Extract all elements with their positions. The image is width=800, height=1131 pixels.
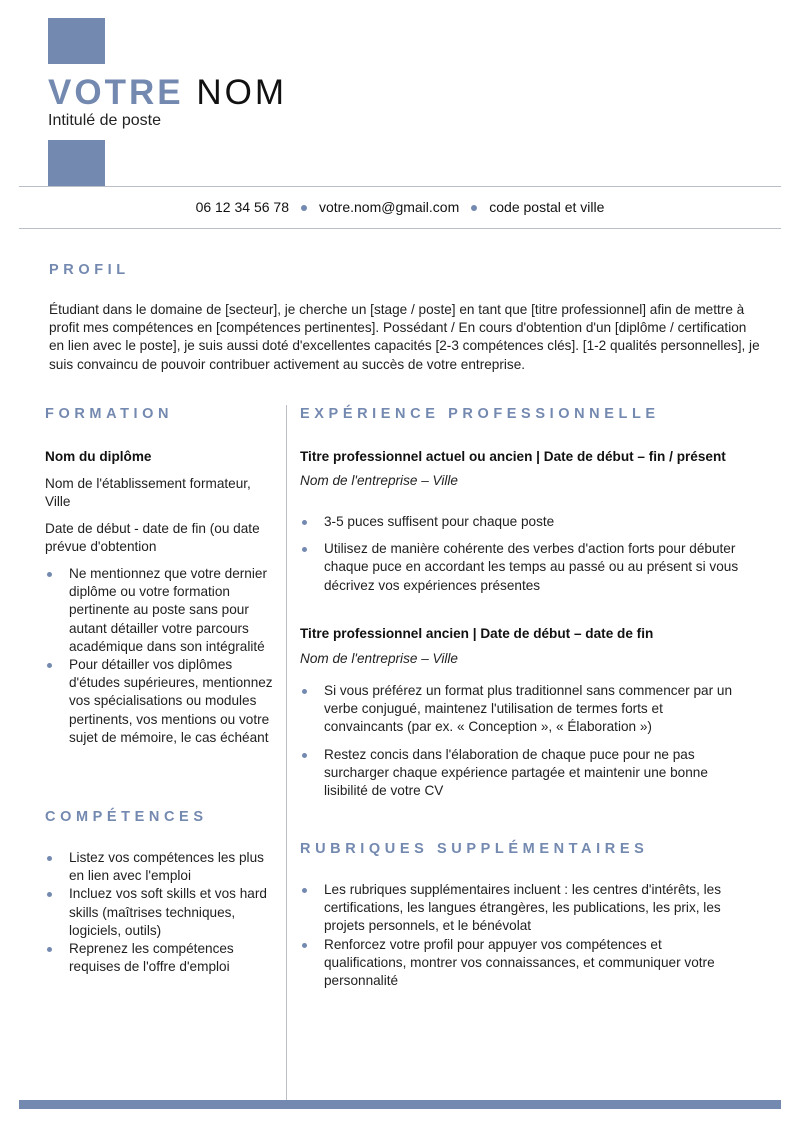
competences-heading: COMPÉTENCES <box>45 809 208 825</box>
list-item: Ne mentionnez que votre dernier diplôme ou votre formation pertinente au poste sans pour autant détailler votre parcours académique dans son intégralité <box>45 565 273 656</box>
bullet-dot-icon <box>301 205 307 211</box>
candidate-name <box>48 72 287 114</box>
profil-text: Étudiant dans le domaine de [secteur], je cherche un [stage / poste] en tant que [titre professionnel] afin de mettre à profit mes compétences en [compétences pertinentes]. Possédant / En cours d'obtention d'un [diplôme / certification en lien avec le poste], je suis aussi doté d'excellentes capacités [2-3 compétences clés]. [1-2 qualités personnelles], je suis convaincu de pouvoir contribuer activement au succès de votre entreprise. <box>49 302 760 372</box>
job-title-2: Titre professionnel ancien | Date de début – date de fin <box>300 626 654 641</box>
list-item: Si vous préférez un format plus traditionnel sans commencer par un verbe conjugué, maintenez l'utilisation de termes forts et convaincants (par ex. « Conception », « Élaboration ») <box>300 682 740 737</box>
contact-bar <box>0 199 800 215</box>
formation-dates: Date de début - date de fin (ou date prévue d'obtention <box>45 521 260 555</box>
list-item: 3-5 puces suffisent pour chaque poste <box>300 513 740 531</box>
list-item: Incluez vos soft skills et vos hard skills (maîtrises techniques, logiciels, outils) <box>45 885 277 940</box>
list-item: Listez vos compétences les plus en lien avec l'emploi <box>45 849 277 885</box>
phone: 06 12 34 56 78 <box>195 199 289 215</box>
profil-heading: PROFIL <box>49 262 130 278</box>
company-1: Nom de l'entreprise – Ville <box>300 473 458 488</box>
job-title: Intitulé de poste <box>48 112 161 129</box>
rubriques-bullets <box>300 881 745 990</box>
list-item: Les rubriques supplémentaires incluent : les centres d'intérêts, les certifications, les langues étrangères, les publications, les prix, les projets personnels, et le bénévolat <box>300 881 745 936</box>
footer-bar <box>19 1100 781 1109</box>
decor-square-bottom <box>48 140 105 186</box>
list-item: Reprenez les compétences requises de l'offre d'emploi <box>45 940 277 976</box>
formation-bullets <box>45 565 273 747</box>
bullet-dot-icon <box>471 205 477 211</box>
degree-name: Nom du diplôme <box>45 449 152 464</box>
school-name: Nom de l'établissement formateur, Ville <box>45 476 251 510</box>
list-item: Restez concis dans l'élaboration de chaque puce pour ne pas surcharger chaque expérience partagée et maintenir une bonne lisibilité de votre CV <box>300 746 740 801</box>
decor-square-top <box>48 18 105 64</box>
formation-heading: FORMATION <box>45 406 174 422</box>
job-title-1: Titre professionnel actuel ou ancien | Date de début – fin / présent <box>300 449 726 464</box>
divider-top <box>19 186 781 187</box>
list-item: Renforcez votre profil pour appuyer vos compétences et qualifications, montrer vos connaissances, et communiquer votre personnalité <box>300 936 745 991</box>
company-2: Nom de l'entreprise – Ville <box>300 651 458 666</box>
column-divider <box>286 405 287 1100</box>
job-1-bullets <box>300 513 740 595</box>
rubriques-heading: RUBRIQUES SUPPLÉMENTAIRES <box>300 841 649 857</box>
location: code postal et ville <box>489 199 605 215</box>
competences-bullets <box>45 849 277 976</box>
job-2-bullets <box>300 682 740 800</box>
last-name: NOM <box>196 73 287 112</box>
experience-heading: EXPÉRIENCE PROFESSIONNELLE <box>300 406 660 422</box>
first-name: VOTRE <box>48 73 184 112</box>
list-item: Pour détailler vos diplômes d'études supérieures, mentionnez vos spécialisations ou modules pertinents, vos mentions ou votre sujet de mémoire, le cas échéant <box>45 656 273 747</box>
email: votre.nom@gmail.com <box>318 199 460 215</box>
divider-bottom <box>19 228 781 229</box>
list-item: Utilisez de manière cohérente des verbes d'action forts pour débuter chaque puce en accordant les temps au passé ou au présent si vous décrivez vos expériences présentes <box>300 540 740 595</box>
